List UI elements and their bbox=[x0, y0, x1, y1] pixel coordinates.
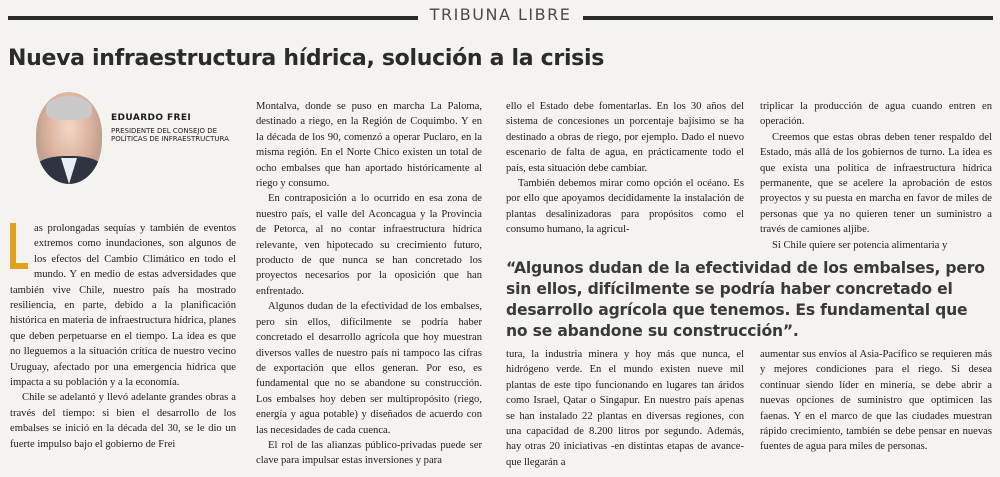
article-column-3 bbox=[506, 99, 744, 238]
paragraph: Si Chile quiere ser potencia alimentaria y bbox=[772, 239, 948, 251]
author-name: EDUARDO FREI bbox=[111, 113, 192, 123]
section-rule-right bbox=[583, 16, 993, 20]
paragraph: En contraposición a lo ocurrido en esa zona de nuestro país, el valle del Aconcagua y la Provincia de Petorca, al no contar infraestructura hídrica relevante, ven hipotecado su crecimiento futuro, producto de que nunca se han concretado los proyectos necesarios por la oposición que han enfrentado. bbox=[256, 193, 482, 297]
paragraph: ello el Estado debe fomentarlas. En los 30 años del sistema de concesiones un porcentaje bajísimo se ha destinado a obras de riego, por ejemplo. Dado el nuevo escenario de falta de agua, en prácticamente todo el país, esta situación debe cambiar. bbox=[506, 101, 744, 174]
paragraph: Chile se adelantó y llevó adelante grandes obras a través del tiempo: si bien el desarrollo de los embalses se inició en la década del 30, se le dio un fuerte impulso bajo el gobierno de Frei bbox=[10, 392, 236, 450]
paragraph: triplicar la producción de agua cuando entren en operación. bbox=[760, 101, 992, 128]
article-column-4-continued bbox=[760, 347, 992, 455]
paragraph: tura, la industria minera y hoy más que nunca, el hidrógeno verde. En el mundo existen nueve mil plantas de este tipo funcionando en lugares tan áridos como Israel, Qatar o Singapur. En nuestro país apenas se han instalado 22 plantas en diversas regiones, con una capacidad de 8.200 litros por segundo. Además, hay otras 20 iniciativas -en distintas etapas de avance- que llegarán a bbox=[506, 349, 744, 468]
author-role: PRESIDENTE DEL CONSEJO DE POLÍTICAS DE INFRAESTRUCTURA bbox=[111, 127, 229, 143]
paragraph: Algunos dudan de la efectividad de los embalses, pero sin ellos, difícilmente se podría haber concretado el desarrollo agrícola que hoy muestran diversos valles de nuestro país ni tampoco las cifras de exportación que ellos generan. Por eso, es fundamental que no se abandone su construcción. Los embalses hoy deben ser multipropósito (riego, energía y agua potable) y diseñados de acuerdo con las necesidades de cada cuenca. bbox=[256, 301, 482, 436]
pull-quote: “Algunos dudan de la efectividad de los embalses, pero sin ellos, difícilmente se podría haber concretado el desarrollo agrícola que tenemos. Es fundamental que no se abandone su construcción”. bbox=[506, 259, 985, 340]
article-column-4 bbox=[760, 99, 992, 253]
headline: Nueva infraestructura hídrica, solución a la crisis bbox=[8, 46, 605, 71]
article-column-1 bbox=[10, 221, 236, 452]
paragraph: Montalva, donde se puso en marcha La Paloma, destinado a riego, en la Región de Coquimbo. Y en la década de los 90, comenzó a operar Puclaro, en la misma región. En el Norte Chico existen un total de ocho embalses que han aportado históricamente al riego y consumo. bbox=[256, 101, 482, 190]
author-photo bbox=[36, 92, 102, 184]
article-column-2 bbox=[256, 99, 482, 469]
paragraph: as prolongadas sequías y también de eventos extremos como inundaciones, son algunos de los efectos del Cambio Climático en todo el mundo. Y en medio de estas adversidades que también vive Chile, nuestro país ha mostrado resiliencia, en parte, debido a la planificación histórica en materia de infraestructura hídrica, planes que deben perpetuarse en el tiempo. La idea es que no lleguemos a la situación crítica de nuestro vecino Uruguay, afectado por una emergencia hídrica que impacta a su población y a la economía. bbox=[10, 223, 236, 389]
article-column-3-continued bbox=[506, 347, 744, 470]
paragraph: Creemos que estas obras deben tener respaldo del Estado, más allá de los gobiernos de turno. La idea es que exista una política de infraestructura hídrica permanente, que se acelere la aprobación de estos proyectos y su puesta en marcha en favor de miles de personas que ya no quieren tener un suministro a través de camiones aljibe. bbox=[760, 131, 992, 236]
paragraph: El rol de las alianzas público-privadas puede ser clave para impulsar estas inversiones y para bbox=[256, 439, 482, 467]
section-rule-left bbox=[8, 16, 418, 20]
drop-cap-l bbox=[10, 223, 29, 269]
paragraph: También debemos mirar como opción el océano. Es por ello que apoyamos decididamente la instalación de plantas desalinizadoras para propósitos como el consumo humano, la agricul- bbox=[506, 178, 744, 236]
paragraph: aumentar sus envíos al Asia-Pacífico se requieren más y mejores condiciones para el riego. Si desea continuar siendo líder en minería, se debe abrir a nuevas opciones de suministro que optimicen las faenas. Y en el marco de que las ciudades muestran rápido crecimiento, también se debe pensar en nuevas fuentes de agua para miles de personas. bbox=[760, 349, 992, 453]
section-label: TRIBUNA LIBRE bbox=[429, 5, 572, 24]
